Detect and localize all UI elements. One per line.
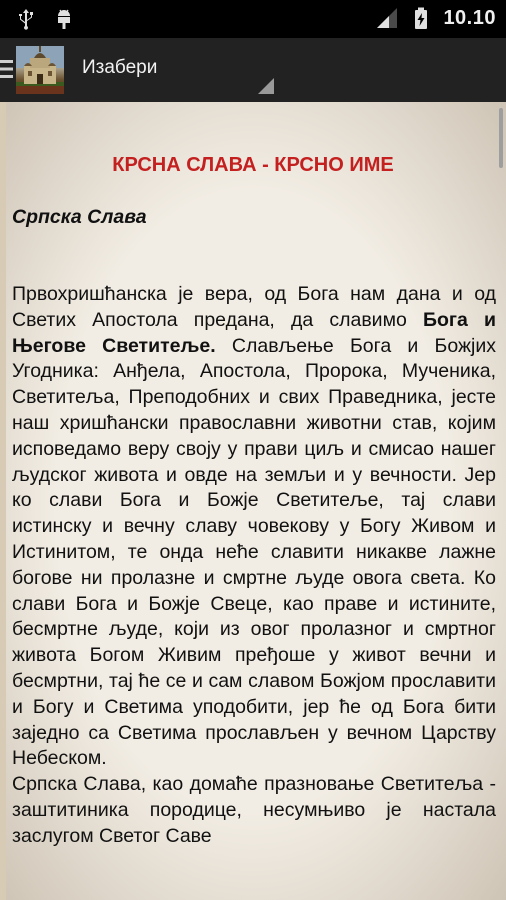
paragraph-1-bold: Бога и Његове Светитеље. bbox=[12, 308, 496, 357]
paragraph-1 bbox=[12, 282, 496, 772]
drawer-indicator-icon[interactable] bbox=[0, 58, 14, 80]
battery-charging-icon bbox=[409, 6, 433, 30]
status-bar bbox=[0, 0, 506, 38]
article-subheading: Српска Слава bbox=[12, 206, 147, 228]
page-title[interactable]: Изабери bbox=[82, 57, 158, 78]
article-heading: КРСНА СЛАВА - КРСНО ИМЕ bbox=[112, 154, 394, 176]
article-body bbox=[12, 282, 496, 850]
church-app-icon[interactable] bbox=[16, 46, 64, 94]
article-content[interactable] bbox=[0, 102, 506, 900]
spinner-arrow-icon[interactable] bbox=[258, 78, 274, 94]
paragraph-2: Српска Слава, као домаће празновање Светитеља - заштитиника породице, несумњиво је настала заслугом Светог Саве bbox=[12, 773, 496, 847]
signal-icon bbox=[375, 6, 399, 30]
clock: 10.10 bbox=[443, 6, 496, 29]
android-debug-icon bbox=[52, 7, 76, 31]
usb-icon bbox=[14, 7, 38, 31]
action-bar bbox=[0, 38, 506, 103]
paper-edge bbox=[0, 102, 6, 900]
paragraph-1-text-b: Слављење Бога и Божјих Угодника: Анђела, Апостола, Пророка, Мученика, Светитеља, Преподобних и свих Праведника, јесте наш хришћански православни животни став, којим исповедамо веру своју у прави циљ и смисао нашег људског живота и овде на земљи и у вечности. Јер ко слави Бога и Божје Светитеље, тај слави истинску и вечну славу човекову у Богу Живом и Истинитом, те онда неће славити никакве лажне богове ни пролазне и смртне људе овога света. Ко слави Бога и Божје Свеце, као праве и истините, бесмртне људе, који из овог пролазног и смртног живота Богом Живим пређоше у живот вечни и бесмртни, тај ће се и сам славом Божјом прославити и Богу и Светима уподобити, јер ће од Бога бити заједно са Светима прослављен у вечном Царству Небеском. bbox=[12, 334, 497, 770]
paragraph-1-text-a: Првохришћанска је вера, од Бога нам дана и од Светих Апостола предана, да славимо bbox=[12, 283, 496, 331]
